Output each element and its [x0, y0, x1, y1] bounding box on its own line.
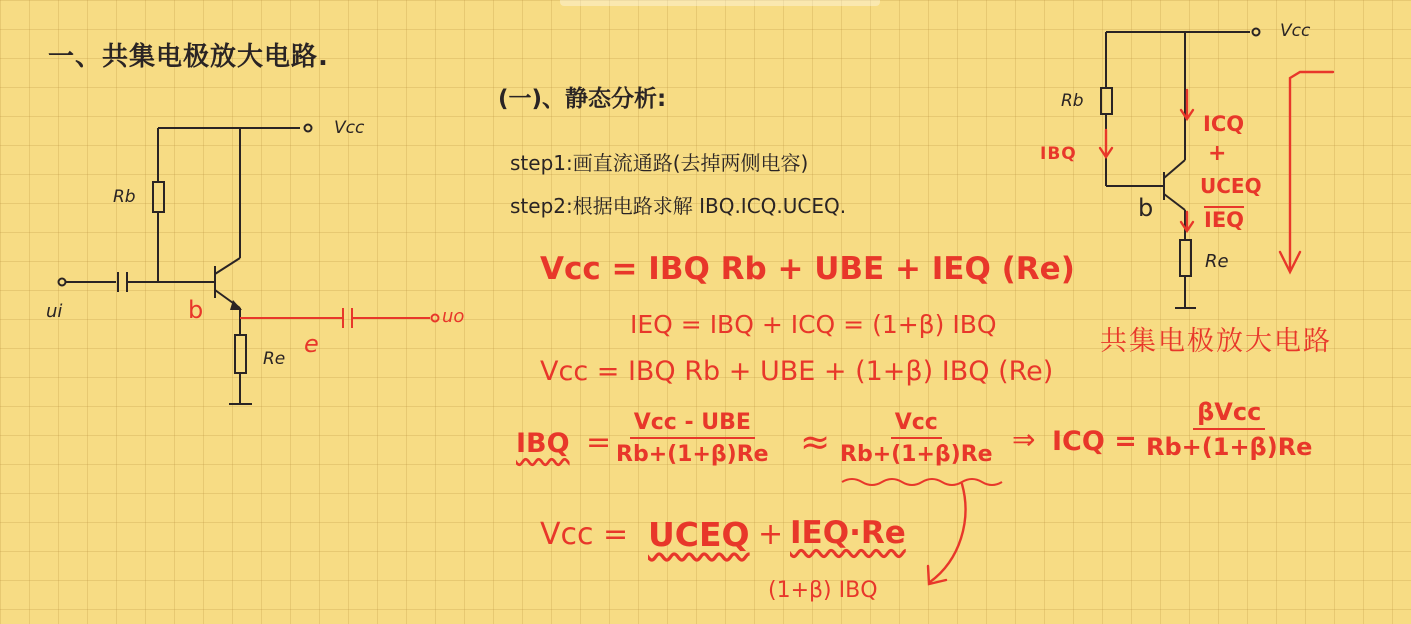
- left-ui-label: ui: [46, 301, 63, 322]
- icq-result-label: ICQ =: [1052, 426, 1137, 457]
- fraction-3-denominator: Rb+(1+β)Re: [1146, 433, 1313, 461]
- plus-sign: +: [758, 517, 784, 552]
- fraction-2: [840, 410, 993, 467]
- right-ieq-label: $\overline{IEQ}$: [1204, 208, 1245, 232]
- approx-sign: ≈: [800, 422, 831, 463]
- vcc-final-label: Vcc =: [540, 517, 629, 552]
- ibq-result-label: IBQ: [516, 428, 570, 459]
- fraction-2-numerator: Vcc: [891, 410, 942, 439]
- equation-3: Vcc = IBQ Rb + UBE + (1+β) IBQ (Re): [540, 356, 1054, 387]
- main-title: 一、共集电极放大电路.: [48, 42, 329, 72]
- fraction-1-numerator: Vcc - UBE: [630, 410, 755, 439]
- left-re-label: Re: [263, 349, 286, 369]
- right-ibq-label: IBQ: [1040, 144, 1077, 164]
- right-uceq-label: UCEQ: [1200, 174, 1262, 198]
- right-arrows: [1100, 72, 1333, 272]
- right-re-label: Re: [1205, 251, 1229, 272]
- uceq-term: UCEQ: [648, 515, 750, 554]
- fraction-2-denominator: Rb+(1+β)Re: [840, 442, 993, 467]
- right-plus-label: +: [1208, 141, 1227, 166]
- right-b-label: b: [1138, 194, 1154, 222]
- left-b-label: b: [188, 296, 204, 324]
- fraction-1: [616, 410, 769, 467]
- approx-underline: [842, 479, 1002, 485]
- implies-sign: ⇒: [1012, 423, 1036, 456]
- ieq-re-term: IEQ·Re: [790, 515, 906, 551]
- equation-2: IEQ = IBQ + ICQ = (1+β) IBQ: [630, 310, 997, 339]
- curved-arrow: [928, 484, 965, 584]
- left-vcc-label: Vcc: [334, 118, 365, 138]
- fraction-3-numerator: βVcc: [1193, 398, 1265, 430]
- step2-text: step2:根据电路求解 IBQ.ICQ.UCEQ.: [510, 194, 847, 218]
- left-rb-label: Rb: [113, 187, 136, 207]
- fraction-3: [1146, 398, 1312, 461]
- right-caption: 共集电极放大电路: [1100, 326, 1332, 357]
- fraction-1-denominator: Rb+(1+β)Re: [616, 442, 769, 467]
- right-rb-label: Rb: [1061, 91, 1084, 111]
- right-vcc-label: Vcc: [1280, 21, 1311, 41]
- ibq-eq-sign: =: [586, 425, 612, 460]
- step1-text: step1:画直流通路(去掉两侧电容): [510, 151, 809, 175]
- left-output: [240, 308, 439, 328]
- right-circuit: [1101, 29, 1260, 309]
- equation-1: Vcc = IBQ Rb + UBE + IEQ (Re): [540, 251, 1075, 287]
- substitution-term: (1+β) IBQ: [768, 578, 878, 603]
- section-heading: (一)、静态分析:: [498, 86, 667, 112]
- left-uo-label: uo: [442, 306, 465, 327]
- left-e-label: e: [304, 330, 319, 358]
- right-icq-label: ICQ: [1203, 112, 1245, 136]
